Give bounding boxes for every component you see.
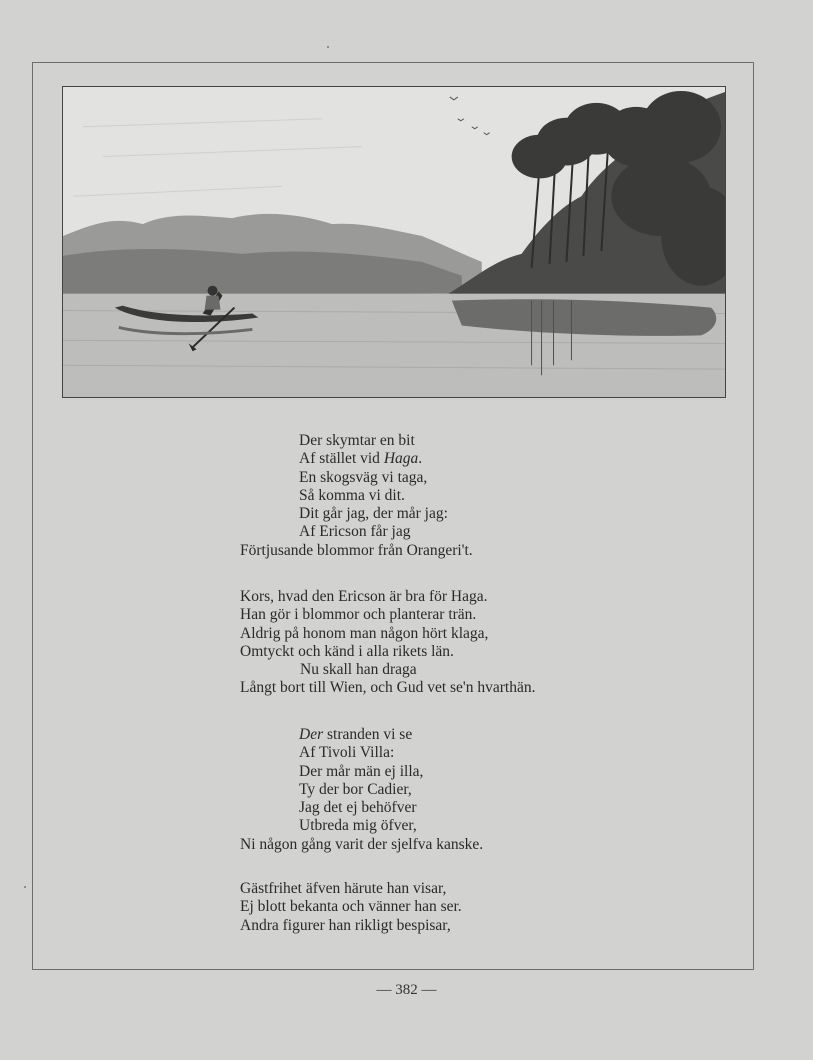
verse-line: Gästfrihet äfven härute han visar, — [240, 880, 447, 897]
stanza-2 — [240, 588, 535, 698]
verse-line: Andra figurer han rikligt bespisar, — [240, 916, 451, 934]
stanza-4 — [240, 880, 462, 935]
verse-line: Ej blott bekanta och vänner han ser. — [240, 898, 462, 916]
verse-line: Der skymtar en bit — [299, 432, 415, 449]
verse-line: Utbreda mig öfver, — [299, 817, 417, 835]
verse-line: Omtyckt och känd i alla rikets län. — [240, 642, 454, 660]
verse-line: Af Ericson får jag — [299, 523, 411, 541]
lake-illustration — [62, 86, 726, 398]
verse-line: Aldrig på honom man någon hört klaga, — [240, 624, 489, 642]
verse-line: Der stranden vi se — [299, 726, 413, 743]
verse-line: Kors, hvad den Ericson är bra för Haga. — [240, 588, 488, 605]
verse-line: Långt bort till Wien, och Gud vet se'n hvarthän. — [240, 679, 536, 697]
verse-line: Af Tivoli Villa: — [299, 744, 395, 762]
paper-speck — [24, 886, 26, 888]
verse-line: Han gör i blommor och planterar trän. — [240, 606, 477, 624]
paper-speck — [327, 46, 329, 48]
verse-line: Jag det ej behöfver — [299, 799, 417, 817]
verse-line: Nu skall han draga — [300, 661, 417, 679]
verse-line: Förtjusande blommor från Orangeri't. — [240, 541, 473, 559]
verse-line: Ty der bor Cadier, — [299, 780, 412, 798]
stanza-3 — [240, 726, 483, 854]
verse-line: Ni någon gång varit der sjelfva kanske. — [240, 835, 484, 853]
verse-line: Af stället vid Haga. — [299, 450, 423, 468]
stanza-1 — [240, 432, 473, 560]
verse-line: En skogsväg vi taga, — [299, 468, 428, 486]
verse-line: Dit går jag, der mår jag: — [299, 505, 448, 523]
lake-scene-drawing — [63, 87, 725, 397]
verse-line: Så komma vi dit. — [299, 486, 405, 504]
verse-line: Der mår män ej illa, — [299, 762, 424, 780]
page-number: — 382 — — [376, 982, 437, 998]
